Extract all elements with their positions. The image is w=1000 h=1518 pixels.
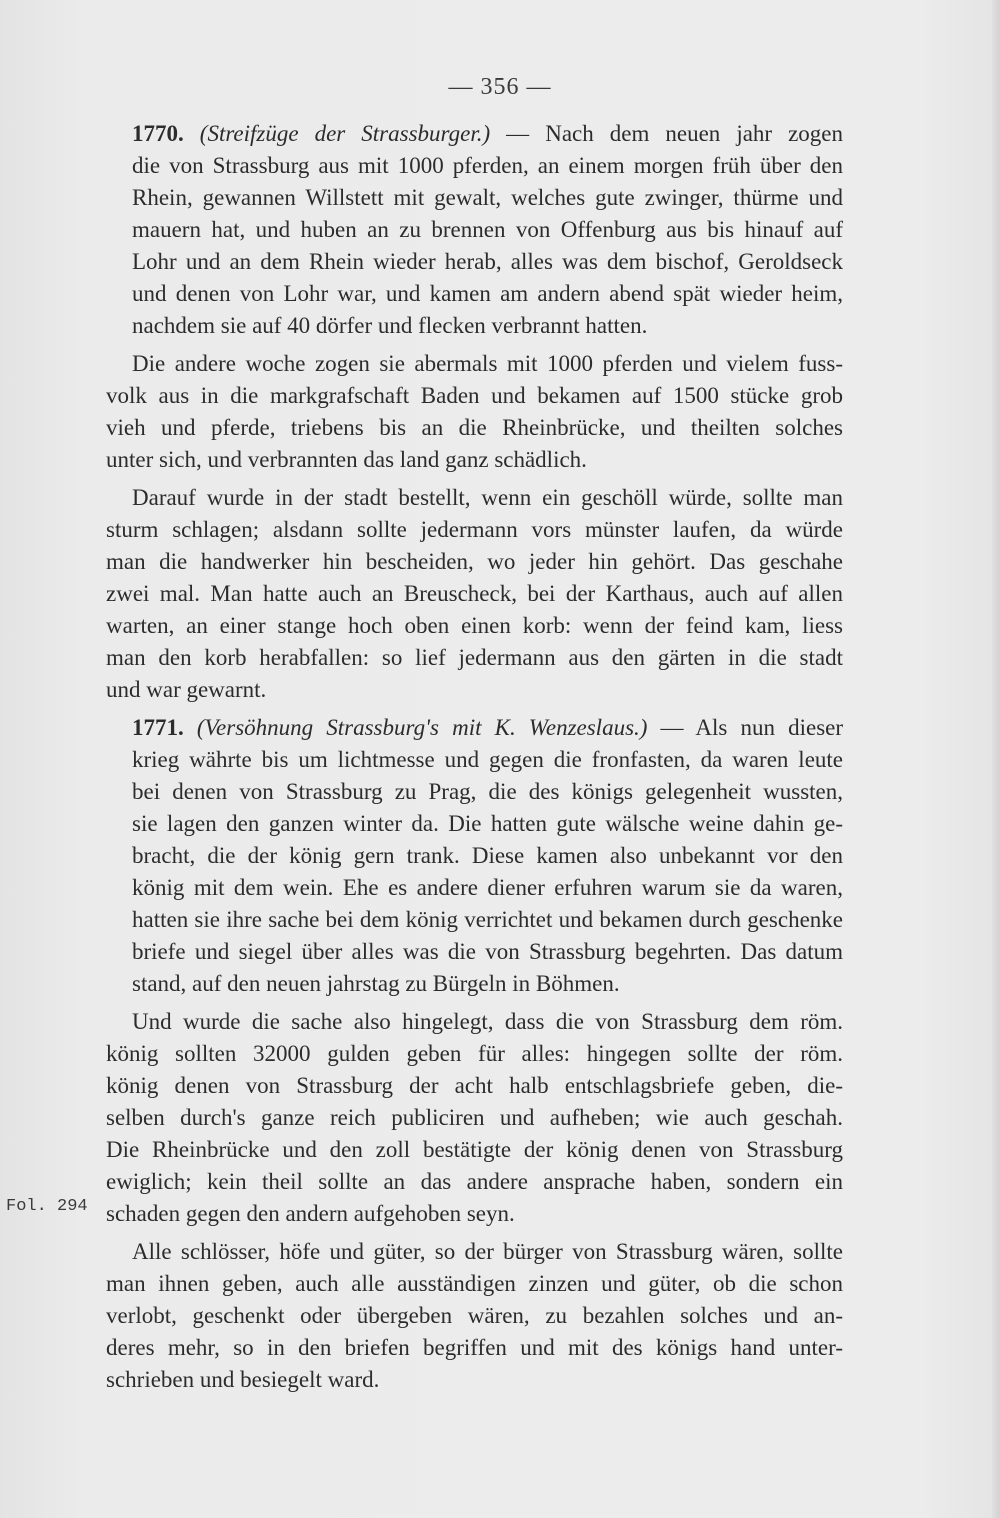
text-line: könig mit dem wein. Ehe es andere diener erfuhren warum sie da waren, [132,875,843,900]
entry-year: 1770. [132,121,184,146]
text-line: Und wurde die sache also hingelegt, dass die von Strassburg dem röm. [132,1009,843,1034]
text-line: vieh und pferde, triebens bis an die Rheinbrücke, und theilten solches [106,415,843,440]
text-line: sie lagen den ganzen winter da. Die hatten gute wälsche weine dahin ge- [132,811,843,836]
text-line: man ihnen geben, auch alle ausständigen zinzen und güter, ob die schon [106,1271,843,1296]
text-line: Alle schlösser, höfe und güter, so der bürger von Strassburg wären, sollte [132,1239,843,1264]
text-line: sturm schlagen; alsdann sollte jedermann vors münster laufen, da würde [106,517,843,542]
text-line: Rhein, gewannen Willstett mit gewalt, welches gute zwinger, thürme und [132,185,843,210]
text-line: schrieben und besiegelt ward. [106,1367,380,1392]
entry-year: 1771. [132,715,184,740]
text-line: nachdem sie auf 40 dörfer und flecken verbrannt hatten. [132,313,648,338]
text-line: deres mehr, so in den briefen begriffen und mit des königs hand unter- [106,1335,843,1360]
entry-heading: (Streifzüge der Strassburger.) [199,121,491,146]
folio-margin-note: Fol. 294 [6,1197,88,1216]
text-line: ewiglich; kein theil sollte an das andere ansprache haben, sondern ein [106,1169,843,1194]
paragraph [106,1236,843,1396]
text-line: unter sich, und verbrannten das land ganz schädlich. [106,447,587,472]
text-line: briefe und siegel über alles was die von Strassburg begehrten. Das datum [132,939,843,964]
text-line: hatten sie ihre sache bei dem könig verrichtet und bekamen durch geschenke [132,907,843,932]
text-line: und denen von Lohr war, und kamen am andern abend spät wieder heim, [132,281,843,306]
paragraph [106,348,843,476]
text-line: Die Rheinbrücke und den zoll bestätigte der könig denen von Strassburg [106,1137,843,1162]
text-line: schaden gegen den andern aufgehoben seyn. [106,1201,515,1226]
page-number: — 356 — [448,74,552,100]
text-line: und war gewarnt. [106,677,267,702]
paragraph [106,482,843,706]
text-line: stand, auf den neuen jahrstag zu Bürgeln in Böhmen. [132,971,620,996]
text-line: bracht, die der könig gern trank. Diese kamen also unbekannt vor den [132,843,843,868]
body-text [106,118,843,1402]
text-line: bei denen von Strassburg zu Prag, die des königs gelegenheit wussten, [132,779,843,804]
paragraph [106,712,843,1000]
text-line: mauern hat, und huben an zu brennen von Offenburg aus bis hinauf auf [132,217,843,242]
text-line: volk aus in die markgrafschaft Baden und bekamen auf 1500 stücke grob [106,383,843,408]
text-line: warten, an einer stange hoch oben einen korb: wenn der feind kam, liess [106,613,843,638]
text-line: zwei mal. Man hatte auch an Breuscheck, bei der Karthaus, auch auf allen [106,581,843,606]
entry-heading: (Versöhnung Strassburg's mit K. Wenzeslaus.) [196,715,648,740]
paragraph [106,1006,843,1230]
text-line: könig sollten 32000 gulden geben für alles: hingegen sollte der röm. [106,1041,843,1066]
text-line: die von Strassburg aus mit 1000 pferden, an einem morgen früh über den [132,153,843,178]
text-line: verlobt, geschenkt oder übergeben wären, zu bezahlen solches und an- [106,1303,843,1328]
text-line: Die andere woche zogen sie abermals mit 1000 pferden und vielem fuss- [132,351,843,376]
text-line: selben durch's ganze reich publiciren und aufheben; wie auch geschah. [106,1105,843,1130]
text-line: — Nach dem neuen jahr zogen [490,121,844,146]
text-line: man die handwerker hin bescheiden, wo jeder hin gehört. Das geschahe [106,549,843,574]
text-line: krieg währte bis um lichtmesse und gegen die fronfasten, da waren leute [132,747,843,772]
text-line: Darauf wurde in der stadt bestellt, wenn ein geschöll würde, sollte man [132,485,843,510]
text-line: könig denen von Strassburg der acht halb entschlagsbriefe geben, die- [106,1073,843,1098]
paragraph [106,118,843,342]
text-line: man den korb herabfallen: so lief jedermann aus den gärten in die stadt [106,645,843,670]
page-edge-shadow [992,0,1000,1518]
text-line: — Als nun dieser [647,715,844,740]
text-line: Lohr und an dem Rhein wieder herab, alles was dem bischof, Geroldseck [132,249,843,274]
